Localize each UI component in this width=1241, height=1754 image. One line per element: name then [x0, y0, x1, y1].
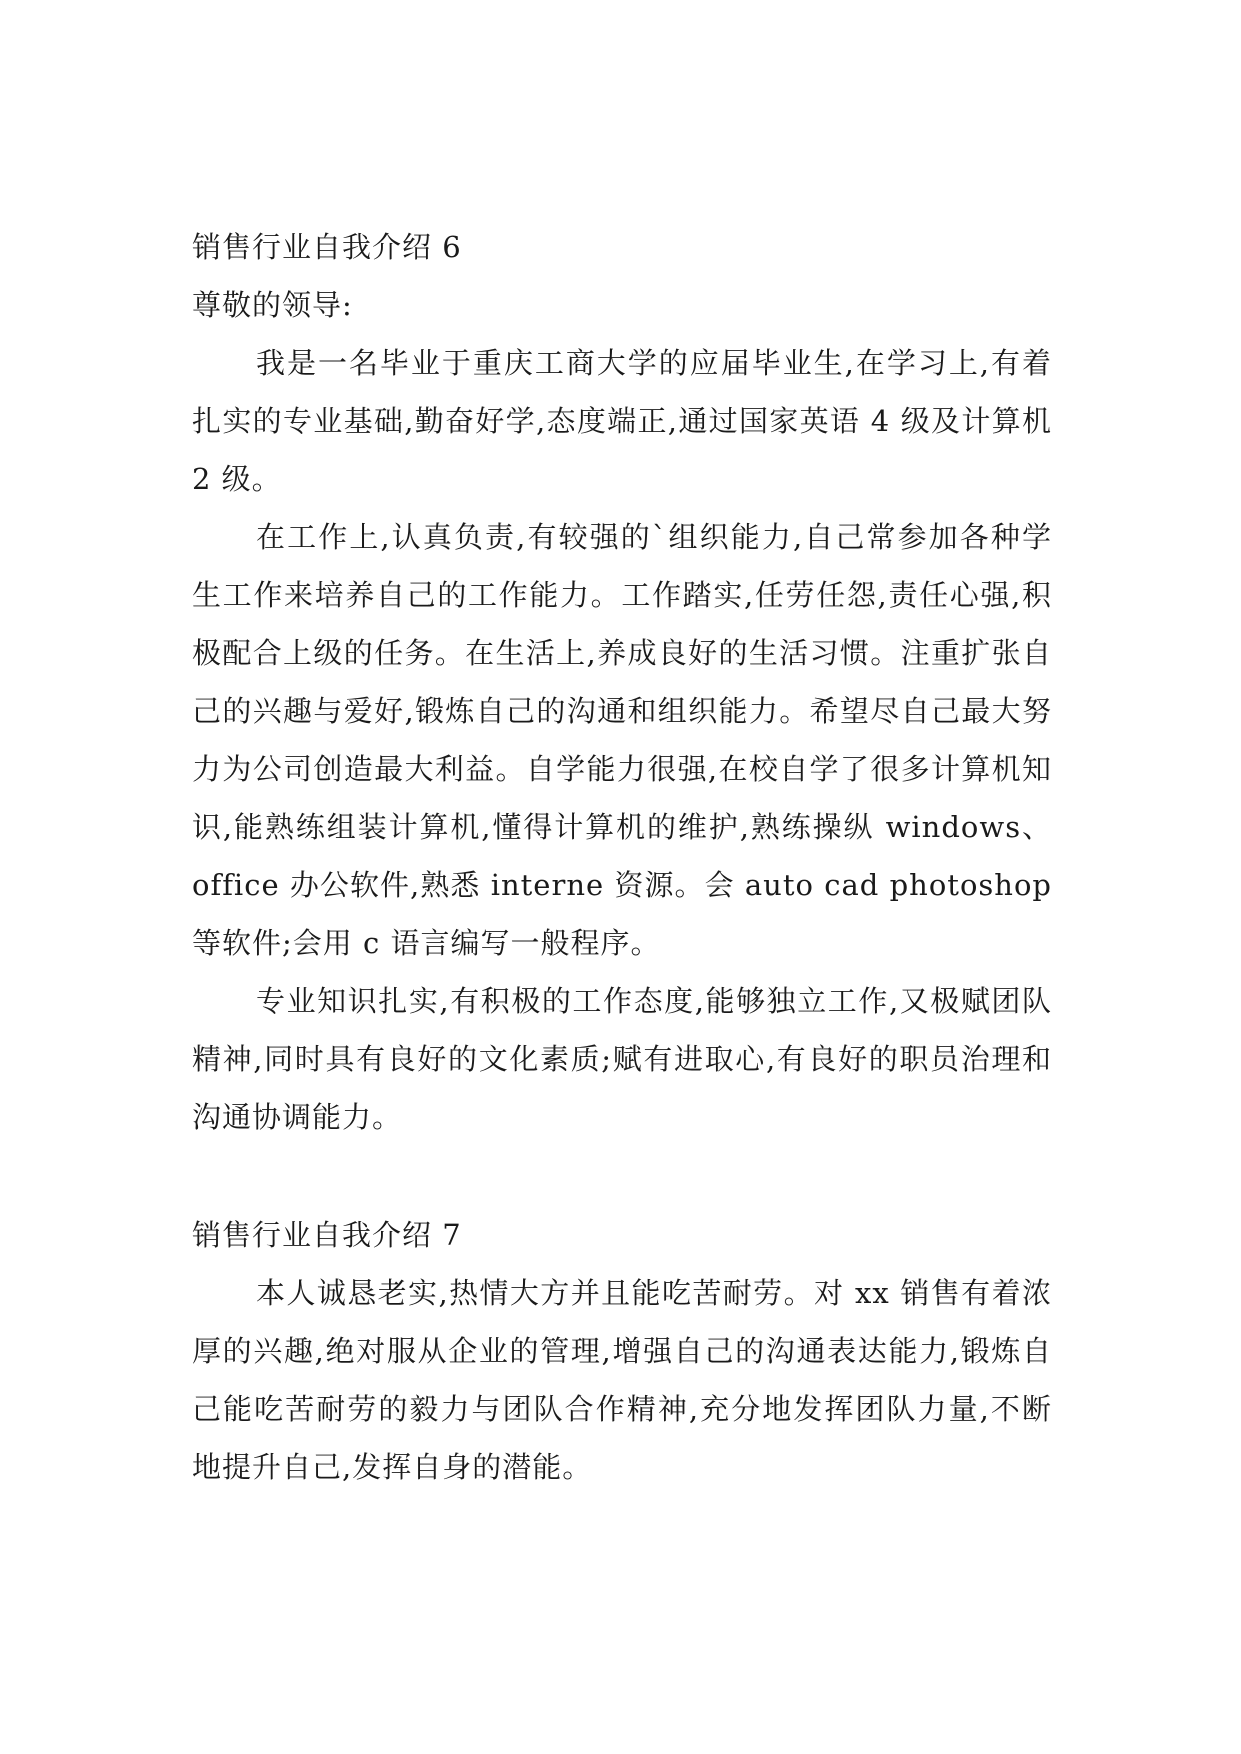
section-6-title: 销售行业自我介绍 6	[192, 230, 462, 264]
salutation: 尊敬的领导:	[192, 288, 353, 322]
section-6-paragraph-1: 我是一名毕业于重庆工商大学的应届毕业生,在学习上,有着扎实的专业基础,勤奋好学,态度端正,通过国家英语 4 级及计算机 2 级。	[192, 346, 1052, 496]
section-7-title: 销售行业自我介绍 7	[192, 1218, 462, 1252]
section-6-paragraph-3: 专业知识扎实,有积极的工作态度,能够独立工作,又极赋团队精神,同时具有良好的文化素质;赋有进取心,有良好的职员治理和沟通协调能力。	[192, 984, 1052, 1134]
section-7-paragraph-1: 本人诚恳老实,热情大方并且能吃苦耐劳。对 xx 销售有着浓厚的兴趣,绝对服从企业的管理,增强自己的沟通表达能力,锻炼自己能吃苦耐劳的毅力与团队合作精神,充分地发挥团队力量,不断地提升自己,发挥自身的潜能。	[192, 1276, 1052, 1484]
section-spacer	[192, 1146, 1052, 1206]
document-page	[192, 218, 1052, 1496]
section-6-paragraph-2: 在工作上,认真负责,有较强的`组织能力,自己常参加各种学生工作来培养自己的工作能力。工作踏实,任劳任怨,责任心强,积极配合上级的任务。在生活上,养成良好的生活习惯。注重扩张自己的兴趣与爱好,锻炼自己的沟通和组织能力。希望尽自己最大努力为公司创造最大利益。自学能力很强,在校自学了很多计算机知识,能熟练组装计算机,懂得计算机的维护,熟练操纵 windows、office 办公软件,熟悉 interne 资源。会 auto cad photoshop 等软件;会用 c 语言编写一般程序。	[192, 520, 1052, 960]
